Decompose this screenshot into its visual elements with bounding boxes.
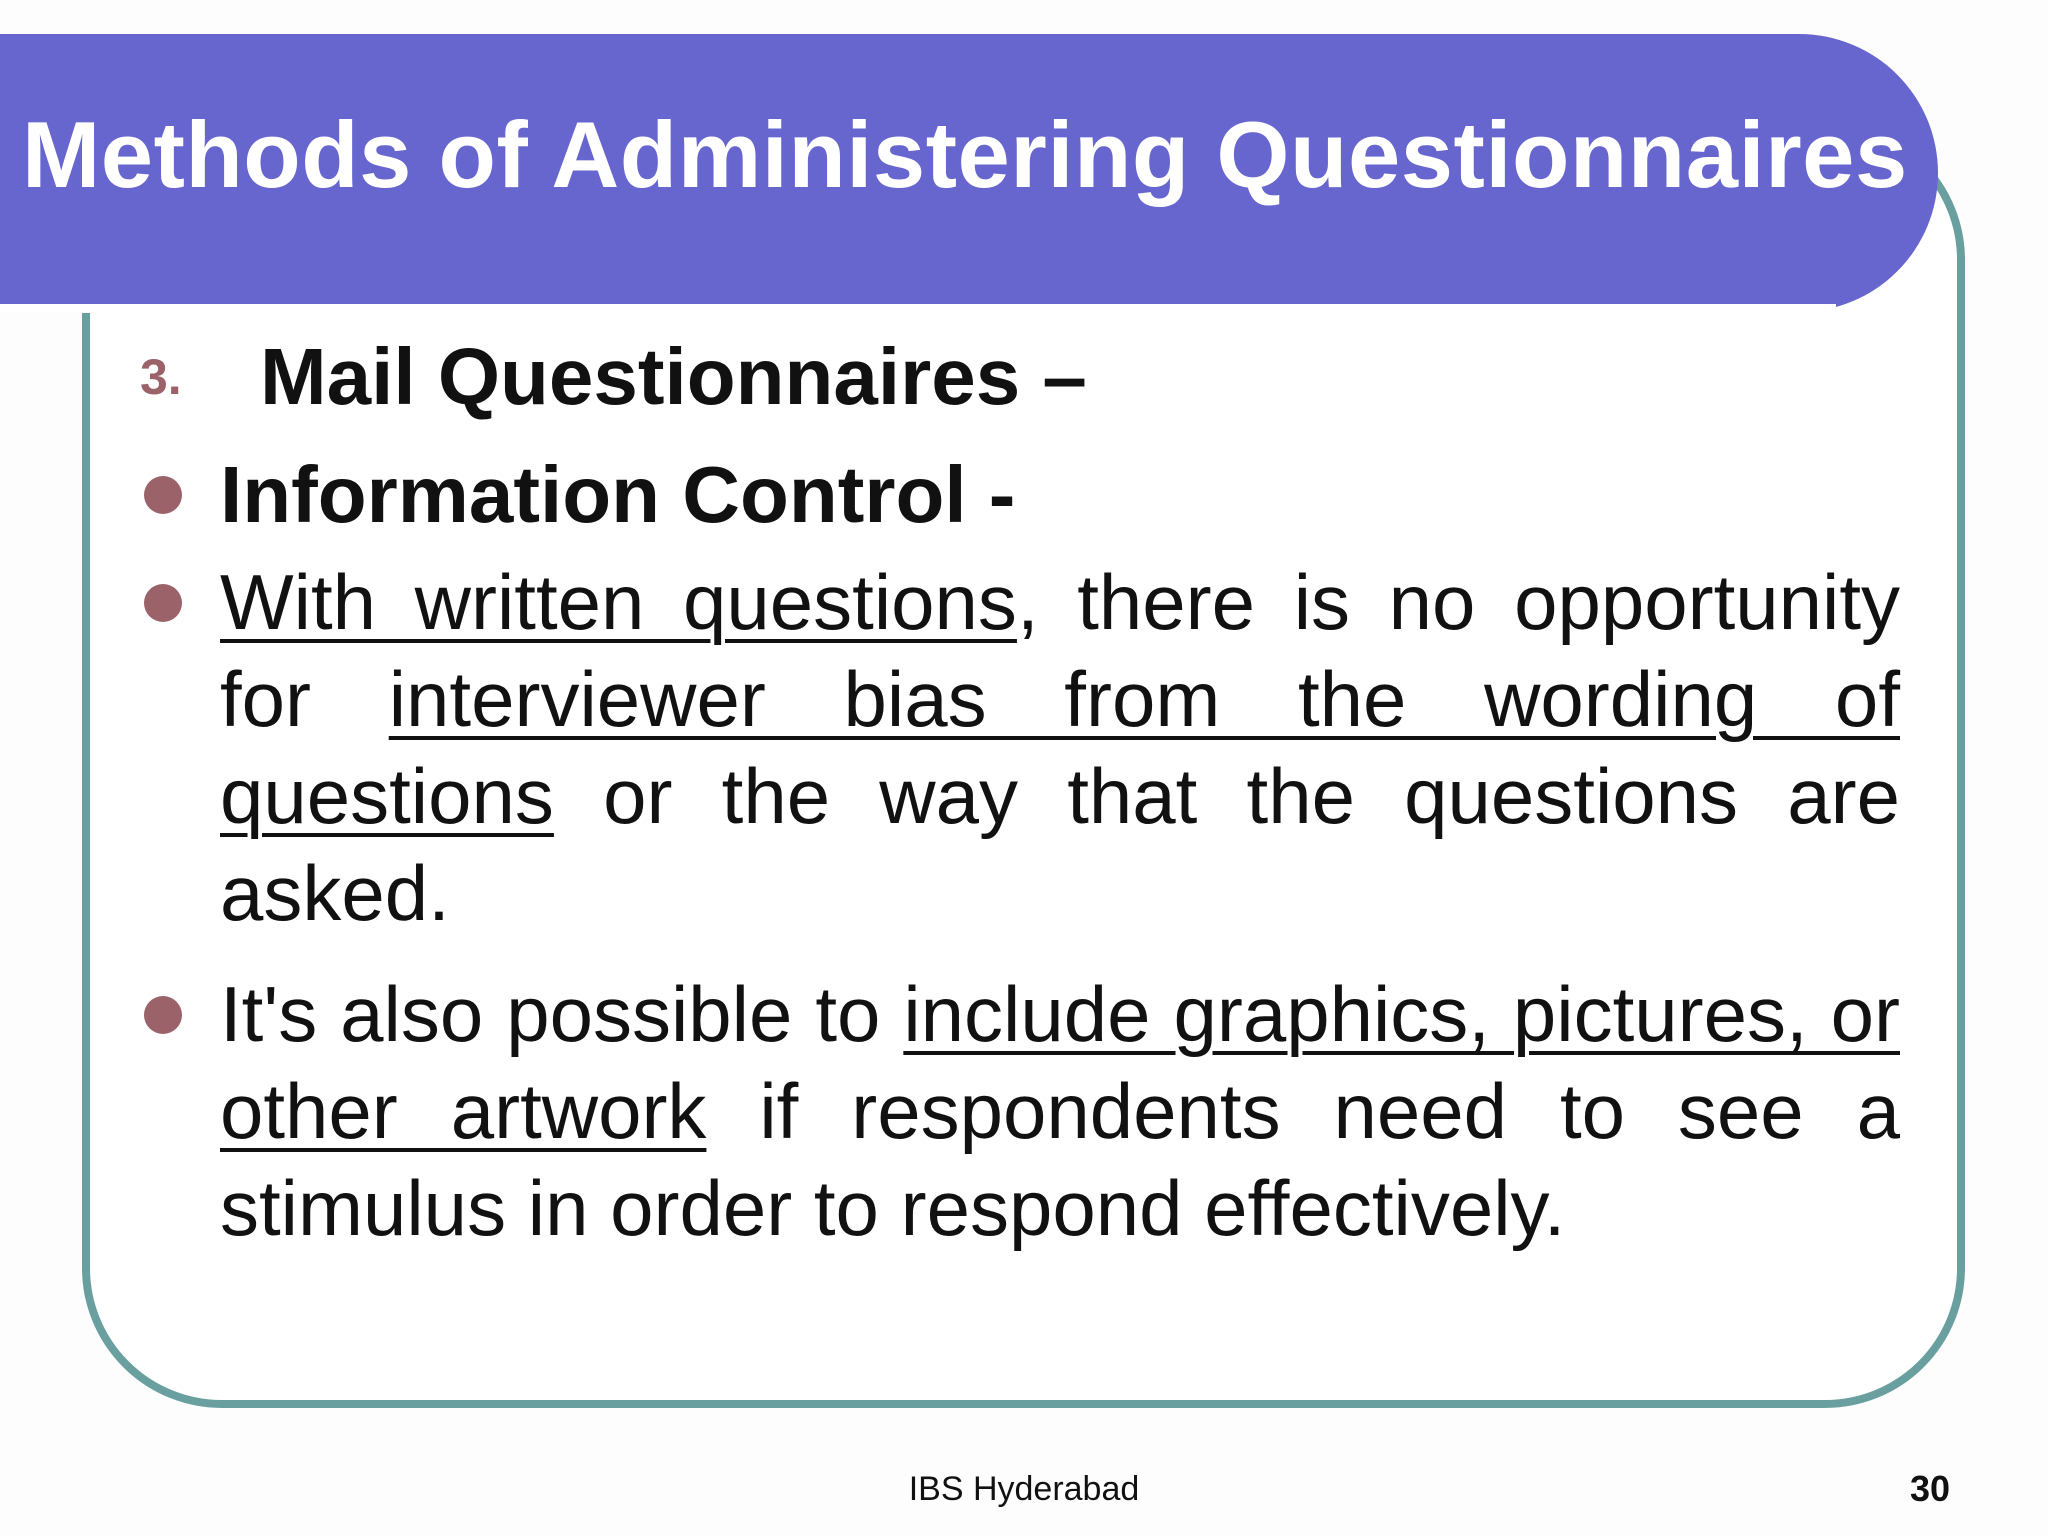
paragraph-text: , there is no opportunity for bbox=[220, 558, 1900, 743]
bullet-paragraph bbox=[220, 554, 1900, 942]
bullet-dot-icon bbox=[144, 996, 182, 1034]
bullet-paragraph bbox=[220, 966, 1900, 1257]
item-number: 3. bbox=[140, 349, 182, 405]
bullet-marker bbox=[140, 554, 220, 651]
footer-text: IBS Hyderabad bbox=[908, 1470, 1140, 1508]
underlined-phrase: interviewer bias from the wording of questions bbox=[220, 655, 1900, 840]
underlined-phrase: With written questions bbox=[220, 558, 1017, 646]
page-number: 30 bbox=[1909, 1468, 1950, 1509]
paragraph-text: or the way that the questions are asked. bbox=[220, 752, 1900, 937]
bullet-marker bbox=[140, 436, 220, 554]
bullet-dot-icon bbox=[144, 476, 182, 514]
bullet-item bbox=[140, 436, 1900, 554]
paragraph-text: It's also possible to bbox=[220, 970, 904, 1058]
bullet-item bbox=[140, 554, 1900, 942]
bullet-heading: Information Control - bbox=[220, 450, 1016, 539]
bullet-item bbox=[140, 966, 1900, 1257]
paragraph-text: if respondents need to see a stimulus in order to respond effectively. bbox=[220, 1067, 1900, 1252]
bullet-dot-icon bbox=[144, 584, 182, 622]
numbered-item-text: Mail Questionnaires – bbox=[260, 332, 1087, 421]
underlined-phrase: include graphics, pictures, or other artwork bbox=[220, 970, 1900, 1155]
bullet-marker bbox=[140, 966, 220, 1063]
numbered-item bbox=[140, 318, 1900, 436]
title-underline-rule bbox=[0, 304, 1836, 313]
slide-title: Methods of Administering Questionnaires bbox=[22, 102, 1908, 207]
slide-body bbox=[140, 318, 1900, 1257]
